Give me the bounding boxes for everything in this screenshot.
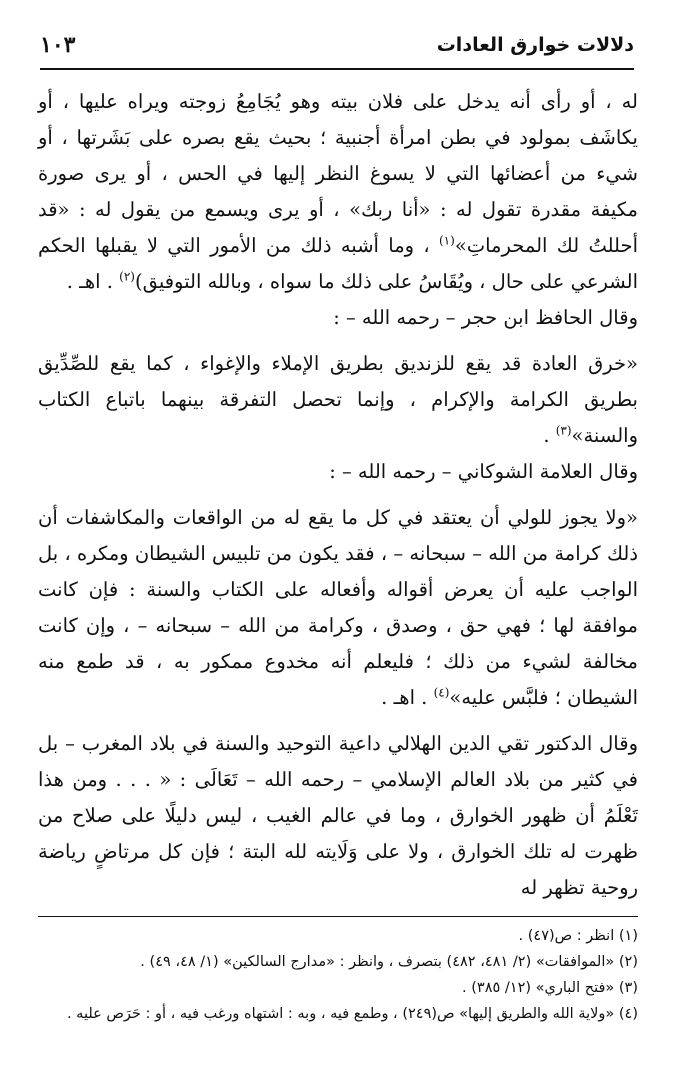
footnote-3: (٣) «فتح الباري» (١٢/ ٣٨٥) . bbox=[462, 980, 638, 996]
footnote-rule bbox=[38, 916, 638, 917]
paragraph-5-end: . اهـ . bbox=[381, 686, 428, 709]
running-header bbox=[40, 30, 634, 70]
footnote-1: (١) انظر : ص(٤٧) . bbox=[518, 928, 638, 944]
paragraph-5 bbox=[38, 500, 638, 716]
paragraph-3-text: «خرق العادة قد يقع للزنديق بطريق الإملاء والإغواء ، كما يقع للصِّدِّيق بطريق الكرامة والإكرام ، وإنما تحصل التفرقة بينهما باتباع الكتاب والسنة» bbox=[38, 352, 638, 447]
paragraph-1-end: . اهـ . bbox=[66, 270, 113, 293]
page-number: ١٠٣ bbox=[40, 32, 76, 58]
paragraph-3-end: . bbox=[543, 424, 550, 447]
footnotes bbox=[38, 916, 638, 1027]
footnote-ref-4: (٤) bbox=[433, 685, 450, 700]
paragraph-1 bbox=[38, 84, 638, 300]
paragraph-5-text: «ولا يجوز للولي أن يعتقد في كل ما يقع له من الواقعات والمكاشفات أن ذلك كرامة من الله – سبحانه – ، فقد يكون من تلبيس الشيطان ومكره ، بل الواجب عليه أن يعرض أقواله وأفعاله على الكتاب والسنة : فإن كانت موافقة لها ؛ فهي حق ، وصدق ، وكرامة من الله – سبحانه – ، وإن كانت مخالفة لشيء من ذلك ؛ فليعلم أنه مخدوع ممكور به ، قد طمع منه الشيطان ؛ فلبَّس عليه» bbox=[38, 506, 638, 709]
paragraph-4: وقال العلامة الشوكاني – رحمه الله – : bbox=[329, 460, 638, 483]
header-rule bbox=[40, 68, 634, 70]
paragraph-3 bbox=[38, 346, 638, 454]
footnote-4: (٤) «ولاية الله والطريق إليها» ص(٢٤٩) ، وطمع فيه ، وبه : اشتهاه ورغب فيه ، أو : حَرَص عليه . bbox=[66, 1006, 638, 1022]
footnote-ref-2: (٢) bbox=[119, 269, 135, 284]
footnote-2: (٢) «الموافقات» (٢/ ٤٨١، ٤٨٢) بتصرف ، وانظر : «مدارج السالكين» (١/ ٤٨، ٤٩) . bbox=[140, 954, 638, 970]
main-text bbox=[38, 84, 638, 906]
paragraph-2: وقال الحافظ ابن حجر – رحمه الله – : bbox=[333, 306, 638, 329]
footnote-ref-3: (٣) bbox=[555, 423, 572, 438]
footnote-ref-1: (١) bbox=[438, 233, 455, 248]
paragraph-1-text: له ، أو رأى أنه يدخل على فلان بيته وهو يُجَامِعُ زوجته ويراه عليها ، أو يكاشَف بمولود في بطن امرأة أجنبية ؛ بحيث يقع بصره على بَشَرتها ، أو شيء من أعضائها التي لا يسوغ النظر إليها في الحس ، أو يرى صورة مكيفة مقدرة تقول له : «أنا ربك» ، أو يرى ويسمع من يقول له : «قد أحللتُ لك المحرماتِ» bbox=[38, 90, 638, 257]
running-title: دلالات خوارق العادات bbox=[436, 34, 634, 56]
paragraph-6: وقال الدكتور تقي الدين الهلالي داعية التوحيد والسنة في بلاد المغرب – بل في كثير من بلاد العالم الإسلامي – رحمه الله – تَعَالَى : « . . . ومن هذا تَعْلَمُ أن ظهور الخوارق ، وما في عالم الغيب ، ليس دليلًا على صلاح من ظهرت له تلك الخوارق ، ولا على وَلَايته لله البتة ؛ فإن كل مرتاضٍ رياضة روحية تظهر له bbox=[38, 732, 638, 899]
paragraph-1-continuation: ، وما أشبه ذلك من الأمور التي لا يقبلها الحكم الشرعي على حال ، ويُقَاسُ على ذلك ما سواه ، وبالله التوفيق) bbox=[38, 234, 638, 293]
